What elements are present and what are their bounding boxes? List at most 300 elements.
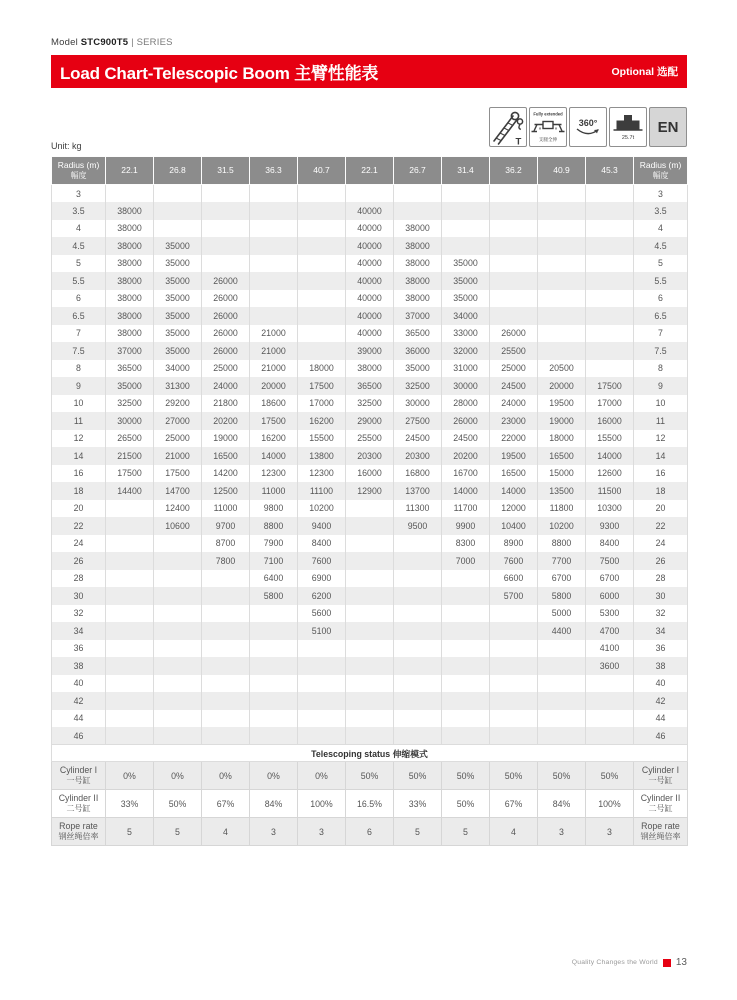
load-cell [298, 342, 346, 360]
load-table-row [52, 482, 688, 500]
load-cell: 8400 [586, 535, 634, 553]
load-cell [586, 202, 634, 220]
bottom-row-value: 4 [202, 818, 250, 846]
radius-cell: 6 [634, 290, 688, 308]
radius-cell: 6.5 [52, 307, 106, 325]
load-table-row [52, 465, 688, 483]
load-cell [154, 587, 202, 605]
load-table-row [52, 185, 688, 203]
load-cell: 17000 [586, 395, 634, 413]
load-cell [106, 710, 154, 728]
language-badge [649, 107, 687, 147]
load-cell [538, 710, 586, 728]
load-cell: 38000 [106, 272, 154, 290]
load-cell: 7800 [202, 552, 250, 570]
model-line [51, 37, 173, 48]
radius-cell: 18 [52, 482, 106, 500]
bottom-row-value: 50% [538, 762, 586, 790]
telescoping-detail-row [52, 762, 688, 790]
load-cell: 38000 [394, 220, 442, 238]
load-cell [442, 587, 490, 605]
load-cell: 8800 [538, 535, 586, 553]
counterweight-icon-label: 25.7t [621, 135, 635, 141]
load-cell: 23000 [490, 412, 538, 430]
load-cell: 24000 [202, 377, 250, 395]
load-cell: 29200 [154, 395, 202, 413]
load-table-row [52, 325, 688, 343]
load-cell: 38000 [106, 202, 154, 220]
load-cell [250, 622, 298, 640]
radius-cell: 12 [634, 430, 688, 448]
load-cell [442, 640, 490, 658]
load-cell: 25000 [202, 360, 250, 378]
load-cell: 27000 [154, 412, 202, 430]
bottom-row-value: 5 [442, 818, 490, 846]
load-cell: 17500 [250, 412, 298, 430]
load-cell: 33000 [442, 325, 490, 343]
load-cell [442, 657, 490, 675]
bottom-row-value: 0% [154, 762, 202, 790]
load-cell [394, 657, 442, 675]
load-cell: 34000 [154, 360, 202, 378]
load-cell [250, 185, 298, 203]
load-cell: 7600 [490, 552, 538, 570]
load-cell [154, 692, 202, 710]
load-cell: 7500 [586, 552, 634, 570]
load-cell: 32500 [394, 377, 442, 395]
load-cell: 13500 [538, 482, 586, 500]
radius-cell: 44 [634, 710, 688, 728]
load-cell: 15500 [298, 430, 346, 448]
radius-cell: 6.5 [634, 307, 688, 325]
load-cell [106, 587, 154, 605]
radius-cell: 11 [634, 412, 688, 430]
load-cell: 4400 [538, 622, 586, 640]
load-cell: 19500 [538, 395, 586, 413]
load-cell: 16500 [490, 465, 538, 483]
load-cell: 40000 [346, 307, 394, 325]
footer-slogan: Quality Changes the World [571, 959, 658, 966]
load-cell: 14000 [490, 482, 538, 500]
load-cell [298, 727, 346, 745]
load-cell [394, 202, 442, 220]
radius-cell: 38 [634, 657, 688, 675]
load-cell: 11000 [202, 500, 250, 518]
load-cell: 6400 [250, 570, 298, 588]
load-cell: 38000 [346, 360, 394, 378]
radius-cell: 24 [52, 535, 106, 553]
load-cell: 32500 [346, 395, 394, 413]
load-cell: 32500 [106, 395, 154, 413]
bottom-row-value: 3 [250, 818, 298, 846]
load-cell: 20200 [202, 412, 250, 430]
unit-label: Unit: kg [51, 141, 82, 151]
load-cell [490, 237, 538, 255]
load-table-row [52, 500, 688, 518]
telescoping-detail-row [52, 818, 688, 846]
page-title: Load Chart-Telescopic Boom 主臂性能表 [60, 64, 379, 83]
bottom-row-value: 84% [538, 790, 586, 818]
load-table-row [52, 307, 688, 325]
bottom-row-value: 3 [586, 818, 634, 846]
load-cell [490, 727, 538, 745]
load-cell [298, 290, 346, 308]
radius-cell: 40 [52, 675, 106, 693]
load-cell: 12000 [490, 500, 538, 518]
boom-length-header: 26.8 [154, 157, 202, 185]
radius-cell: 9 [634, 377, 688, 395]
load-cell: 24000 [490, 395, 538, 413]
load-cell: 35000 [154, 307, 202, 325]
load-cell: 7100 [250, 552, 298, 570]
radius-cell: 26 [634, 552, 688, 570]
load-cell: 28000 [442, 395, 490, 413]
load-cell [442, 185, 490, 203]
radius-cell: 24 [634, 535, 688, 553]
load-cell [586, 290, 634, 308]
load-cell: 38000 [394, 237, 442, 255]
load-cell: 26000 [442, 412, 490, 430]
bottom-row-value: 0% [106, 762, 154, 790]
load-cell [394, 692, 442, 710]
load-cell [298, 675, 346, 693]
load-cell [346, 692, 394, 710]
load-cell [586, 727, 634, 745]
load-cell [394, 185, 442, 203]
radius-cell: 42 [52, 692, 106, 710]
load-cell: 18000 [298, 360, 346, 378]
radius-cell: 22 [634, 517, 688, 535]
load-cell: 8400 [298, 535, 346, 553]
load-cell: 8800 [250, 517, 298, 535]
load-cell: 25000 [490, 360, 538, 378]
radius-cell: 4 [634, 220, 688, 238]
load-cell [586, 307, 634, 325]
load-cell: 38000 [106, 237, 154, 255]
bottom-row-value: 67% [202, 790, 250, 818]
load-cell: 20500 [538, 360, 586, 378]
load-cell [298, 307, 346, 325]
load-cell: 9900 [442, 517, 490, 535]
radius-cell: 6 [52, 290, 106, 308]
bottom-row-label: Rope rate 钢丝绳倍率 [52, 818, 106, 846]
load-cell: 6000 [586, 587, 634, 605]
load-cell [106, 605, 154, 623]
load-cell [250, 727, 298, 745]
radius-cell: 3 [52, 185, 106, 203]
load-cell: 9500 [394, 517, 442, 535]
bottom-row-value: 50% [346, 762, 394, 790]
load-cell: 26500 [106, 430, 154, 448]
load-cell [490, 220, 538, 238]
bottom-row-label: Cylinder I 一号缸 [634, 762, 688, 790]
boom-length-header: 22.1 [346, 157, 394, 185]
load-cell [250, 272, 298, 290]
bottom-row-value: 67% [490, 790, 538, 818]
load-cell: 14400 [106, 482, 154, 500]
load-cell: 38000 [106, 325, 154, 343]
load-cell [538, 342, 586, 360]
radius-cell: 3.5 [52, 202, 106, 220]
load-cell: 25000 [154, 430, 202, 448]
load-cell [154, 675, 202, 693]
load-cell [250, 237, 298, 255]
load-cell [298, 640, 346, 658]
bottom-row-value: 0% [202, 762, 250, 790]
radius-cell: 46 [634, 727, 688, 745]
load-cell [538, 202, 586, 220]
radius-cell: 5 [52, 255, 106, 273]
load-cell [490, 307, 538, 325]
bottom-row-value: 16.5% [346, 790, 394, 818]
load-cell: 15000 [538, 465, 586, 483]
load-cell [250, 675, 298, 693]
load-cell: 14700 [154, 482, 202, 500]
load-cell [202, 622, 250, 640]
boom-length-header: 40.7 [298, 157, 346, 185]
radius-cell: 34 [634, 622, 688, 640]
load-cell [538, 307, 586, 325]
load-cell: 25500 [346, 430, 394, 448]
load-cell [394, 587, 442, 605]
load-cell: 40000 [346, 325, 394, 343]
load-table-row [52, 412, 688, 430]
load-cell [154, 710, 202, 728]
radius-cell: 7 [52, 325, 106, 343]
load-cell: 9400 [298, 517, 346, 535]
load-cell: 17500 [106, 465, 154, 483]
load-cell: 20200 [442, 447, 490, 465]
boom-length-header: 31.4 [442, 157, 490, 185]
load-cell: 35000 [154, 325, 202, 343]
bottom-row-value: 0% [298, 762, 346, 790]
radius-cell: 20 [634, 500, 688, 518]
radius-cell: 5.5 [52, 272, 106, 290]
load-cell [538, 675, 586, 693]
load-cell: 40000 [346, 237, 394, 255]
load-cell: 38000 [394, 272, 442, 290]
radius-cell: 5 [634, 255, 688, 273]
load-cell: 21500 [106, 447, 154, 465]
load-cell [490, 640, 538, 658]
load-cell: 9700 [202, 517, 250, 535]
load-cell [490, 255, 538, 273]
load-cell [490, 675, 538, 693]
load-cell [298, 237, 346, 255]
load-cell [298, 657, 346, 675]
load-cell: 40000 [346, 272, 394, 290]
load-cell: 26000 [202, 325, 250, 343]
load-cell: 6700 [538, 570, 586, 588]
load-cell [586, 342, 634, 360]
load-cell: 26000 [490, 325, 538, 343]
load-cell: 31000 [442, 360, 490, 378]
load-cell: 26000 [202, 307, 250, 325]
load-cell: 11100 [298, 482, 346, 500]
load-cell [154, 605, 202, 623]
radius-cell: 38 [52, 657, 106, 675]
radius-cell: 11 [52, 412, 106, 430]
load-cell [346, 710, 394, 728]
load-cell: 9800 [250, 500, 298, 518]
load-cell: 14200 [202, 465, 250, 483]
load-cell: 12400 [154, 500, 202, 518]
load-cell: 36500 [106, 360, 154, 378]
load-cell [154, 727, 202, 745]
load-cell [202, 570, 250, 588]
load-cell [106, 570, 154, 588]
page-footer [572, 957, 687, 968]
load-cell: 5800 [538, 587, 586, 605]
boom-length-header: 40.9 [538, 157, 586, 185]
load-cell [394, 710, 442, 728]
load-cell: 35000 [106, 377, 154, 395]
load-cell [298, 220, 346, 238]
load-cell: 16800 [394, 465, 442, 483]
radius-column-header: Radius (m) 幅度 [52, 157, 106, 185]
load-table-row [52, 517, 688, 535]
load-cell [490, 185, 538, 203]
load-cell: 38000 [106, 290, 154, 308]
load-cell: 8900 [490, 535, 538, 553]
load-cell [298, 272, 346, 290]
spec-icons-row [51, 107, 687, 147]
bottom-row-label: Rope rate 钢丝绳倍率 [634, 818, 688, 846]
load-cell: 35000 [154, 237, 202, 255]
telescoping-detail-row [52, 790, 688, 818]
load-table-row [52, 692, 688, 710]
radius-cell: 10 [634, 395, 688, 413]
load-cell: 10600 [154, 517, 202, 535]
radius-cell: 32 [634, 605, 688, 623]
load-cell [346, 657, 394, 675]
boom-length-header: 36.3 [250, 157, 298, 185]
load-cell: 20300 [346, 447, 394, 465]
bottom-row-label: Cylinder II 二号缸 [634, 790, 688, 818]
bottom-row-label: Cylinder I 一号缸 [52, 762, 106, 790]
radius-cell: 4 [52, 220, 106, 238]
load-cell [538, 290, 586, 308]
load-cell: 34000 [442, 307, 490, 325]
load-table-row [52, 657, 688, 675]
boom-icon-label: T [515, 136, 522, 146]
load-cell: 35000 [442, 290, 490, 308]
radius-cell: 7.5 [634, 342, 688, 360]
load-table-row [52, 202, 688, 220]
load-cell [394, 622, 442, 640]
load-cell [154, 657, 202, 675]
load-cell [346, 500, 394, 518]
load-cell: 38000 [106, 220, 154, 238]
load-cell [106, 675, 154, 693]
load-cell [538, 255, 586, 273]
load-cell: 37000 [106, 342, 154, 360]
load-cell [202, 727, 250, 745]
load-cell [250, 692, 298, 710]
load-cell: 17500 [586, 377, 634, 395]
load-cell [586, 255, 634, 273]
load-cell: 21000 [250, 325, 298, 343]
load-cell [490, 605, 538, 623]
load-cell [538, 325, 586, 343]
load-cell: 38000 [394, 255, 442, 273]
radius-cell: 28 [634, 570, 688, 588]
load-cell [298, 325, 346, 343]
load-cell: 11500 [586, 482, 634, 500]
radius-cell: 46 [52, 727, 106, 745]
load-cell [106, 622, 154, 640]
load-cell [442, 692, 490, 710]
load-cell [490, 272, 538, 290]
load-cell [394, 535, 442, 553]
load-cell [538, 237, 586, 255]
load-cell [202, 185, 250, 203]
load-cell: 6200 [298, 587, 346, 605]
load-cell: 35000 [154, 272, 202, 290]
radius-cell: 28 [52, 570, 106, 588]
load-cell: 20000 [250, 377, 298, 395]
load-cell [154, 185, 202, 203]
bottom-row-value: 50% [442, 762, 490, 790]
load-cell: 35000 [154, 342, 202, 360]
load-cell: 3600 [586, 657, 634, 675]
radius-cell: 36 [634, 640, 688, 658]
load-cell: 11000 [250, 482, 298, 500]
load-cell: 9300 [586, 517, 634, 535]
load-cell: 16500 [202, 447, 250, 465]
load-cell [250, 657, 298, 675]
bottom-row-value: 5 [154, 818, 202, 846]
model-name: STC900T5 [80, 37, 129, 48]
load-cell: 4100 [586, 640, 634, 658]
bottom-row-label: Cylinder II 二号缸 [52, 790, 106, 818]
load-cell: 19500 [490, 447, 538, 465]
load-table-row [52, 622, 688, 640]
boom-length-header: 31.5 [202, 157, 250, 185]
load-cell [394, 605, 442, 623]
load-cell: 8300 [442, 535, 490, 553]
load-cell [202, 202, 250, 220]
load-cell [538, 640, 586, 658]
load-cell: 8700 [202, 535, 250, 553]
load-cell [250, 202, 298, 220]
load-table-row [52, 272, 688, 290]
load-table-row [52, 430, 688, 448]
load-cell: 26000 [202, 342, 250, 360]
load-cell: 40000 [346, 290, 394, 308]
load-cell [106, 657, 154, 675]
load-cell: 5100 [298, 622, 346, 640]
load-cell: 5300 [586, 605, 634, 623]
load-table-row [52, 395, 688, 413]
load-cell: 26000 [202, 272, 250, 290]
outrigger-icon-bottom-label: 支腿全伸 [538, 137, 558, 142]
load-cell [538, 692, 586, 710]
load-cell [202, 675, 250, 693]
load-cell: 16200 [298, 412, 346, 430]
load-cell: 21000 [154, 447, 202, 465]
load-cell: 10300 [586, 500, 634, 518]
bottom-row-value: 5 [394, 818, 442, 846]
page-number: 13 [675, 957, 687, 968]
load-cell: 11700 [442, 500, 490, 518]
load-cell [442, 202, 490, 220]
load-cell: 36000 [394, 342, 442, 360]
radius-cell: 36 [52, 640, 106, 658]
load-cell [298, 202, 346, 220]
load-cell [586, 692, 634, 710]
load-cell [490, 622, 538, 640]
